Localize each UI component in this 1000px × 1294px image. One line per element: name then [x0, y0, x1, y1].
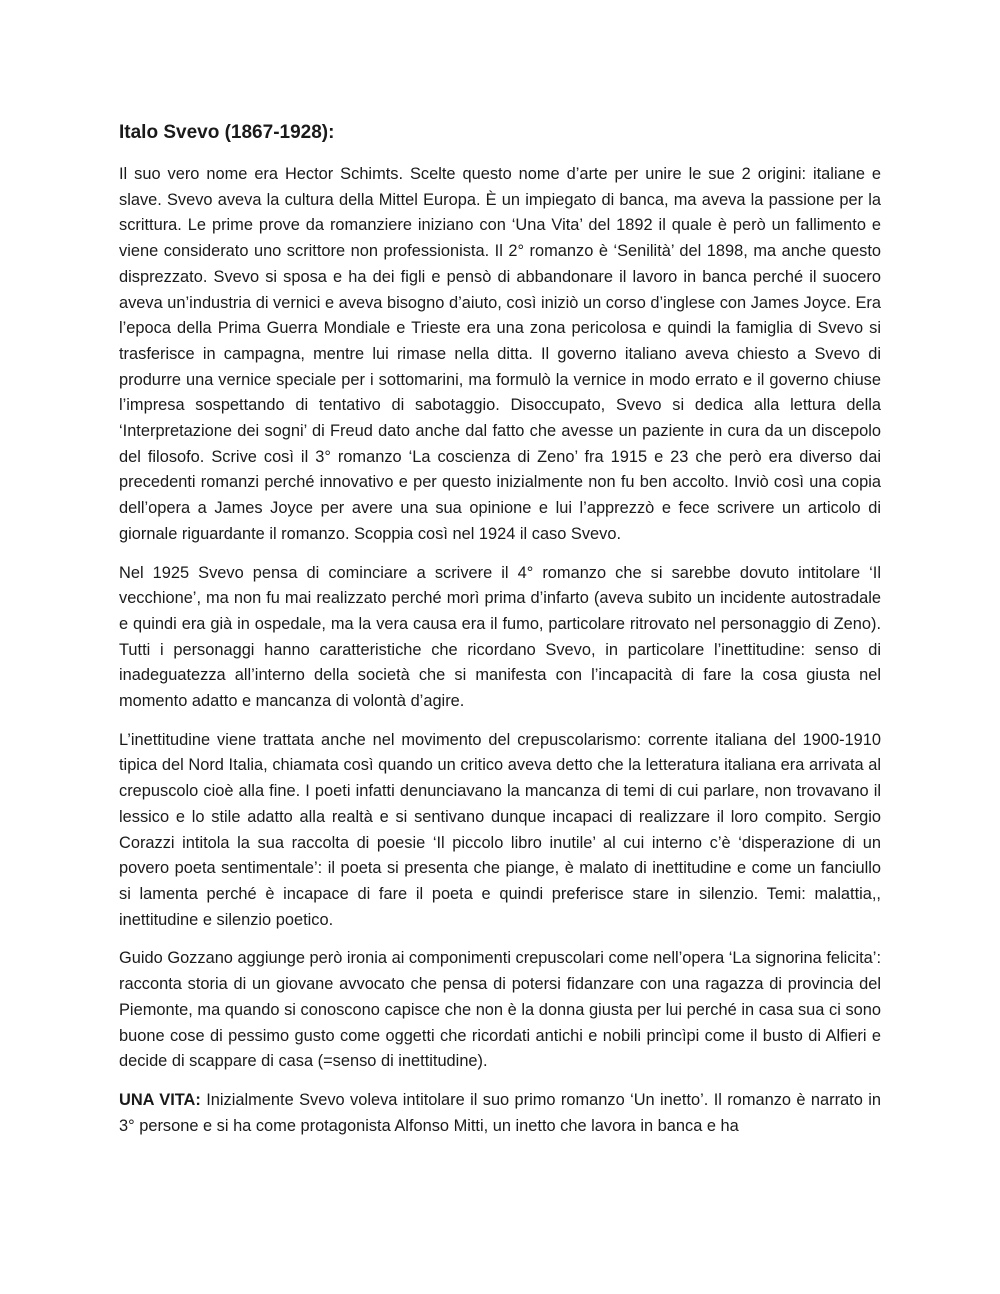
paragraph-biography: Il suo vero nome era Hector Schimts. Scelte questo nome d’arte per unire le sue 2 origini: italiane e slave. Svevo aveva la cultura della Mittel Europa. È un impiegato di banca, ma aveva la passione per la scrittura. Le prime prove da romanziere iniziano con ‘Una Vita’ del 1892 il quale è però un fallimento e viene considerato uno scrittore non professionista. Il 2° romanzo è ‘Senilità’ del 1898, ma anche questo disprezzato. Svevo si sposa e ha dei figli e pensò di abbandonare il lavoro in banca perché il suocero aveva un’industria di vernici e aveva bisogno d’aiuto, così iniziò un corso d’inglese con James Joyce. Era l’epoca della Prima Guerra Mondiale e Trieste era una zona pericolosa e quindi la famiglia di Svevo si trasferisce in campagna, mentre lui rimase nella ditta. Il governo italiano aveva chiesto a Svevo di produrre una vernice speciale per i sottomarini, ma formulò la vernice in modo errato e il governo chiuse l’impresa sospettando di tentativo di sabotaggio. Disoccupato, Svevo si dedica alla lettura della ‘Interpretazione dei sogni’ di Freud dato anche dal fatto che avesse un paziente in cura da un discepolo del filosofo. Scrive così il 3° romanzo ‘La coscienza di Zeno’ fra 1915 e 23 che però era diverso dai precedenti romanzi perché innovativo e per questo inizialmente non fu ben accolto. Inviò così una copia dell’opera a James Joyce per avere una sua opinione e lui l’apprezzò e fece scrivere un articolo di giornale riguardante il romanzo. Scoppia così nel 1924 il caso Svevo.: [119, 165, 881, 543]
paragraph-lead-label: UNA VITA:: [119, 1090, 201, 1109]
paragraph-gozzano: Guido Gozzano aggiunge però ironia ai componimenti crepuscolari come nell’opera ‘La signorina felicita’: racconta storia di un giovane avvocato che pensa di potersi fidanzare con una ragazza di provincia del Piemonte, ma quando si conoscono capisce che non è la donna giusta per lui perché in casa sua ci sono buone cose di pessimo gusto come oggetti che ricordati antichi e nobili princìpi come il busto di Alfieri e decide di scappare di casa (=senso di inettitudine).: [119, 949, 881, 1071]
paragraph-fourth-novel: Nel 1925 Svevo pensa di cominciare a scrivere il 4° romanzo che si sarebbe dovuto intitolare ‘Il vecchione’, ma non fu mai realizzato perché morì prima d’infarto (aveva subito un incidente autostradale e quindi era già in ospedale, ma la vera causa era il fumo, particolare ritrovato nel personaggio di Zeno). Tutti i personaggi hanno caratteristiche che ricordano Svevo, in particolare l’inettitudine: senso di inadeguatezza all’interno della società che si manifesta con l’incapacità di fare la cosa giusta nel momento adatto e mancanza di volontà d’agire.: [119, 563, 881, 711]
paragraph-crepuscolarismo: L’inettitudine viene trattata anche nel movimento del crepuscolarismo: corrente italiana del 1900-1910 tipica del Nord Italia, chiamata così quando un critico aveva detto che la letteratura italiana era arrivata al crepuscolo cioè alla fine. I poeti infatti denunciavano la mancanza di temi di cui parlare, non trovavano il lessico e lo stile adatto alla realtà e si sentivano dunque incapaci di realizzare il loro compito. Sergio Corazzi intitola la sua raccolta di poesie ‘Il piccolo libro inutile’ al cui interno c’è ‘disperazione di un povero poeta sentimentale’: il poeta si presenta che piange, è malato di inettitudine e come un fanciullo si lamenta perché è incapace di fare il poeta e quindi preferisce stare in silenzio. Temi: malattia,, inettitudine e silenzio poetico.: [119, 730, 881, 929]
document-title: Italo Svevo (1867-1928):: [119, 122, 335, 143]
paragraph-una-vita: [119, 1088, 881, 1139]
paragraph-body-text: Inizialmente Svevo voleva intitolare il suo primo romanzo ‘Un inetto’. Il romanzo è narrato in 3° persone e si ha come protagonista Alfonso Mitti, un inetto che lavora in banca e ha: [119, 1090, 881, 1135]
